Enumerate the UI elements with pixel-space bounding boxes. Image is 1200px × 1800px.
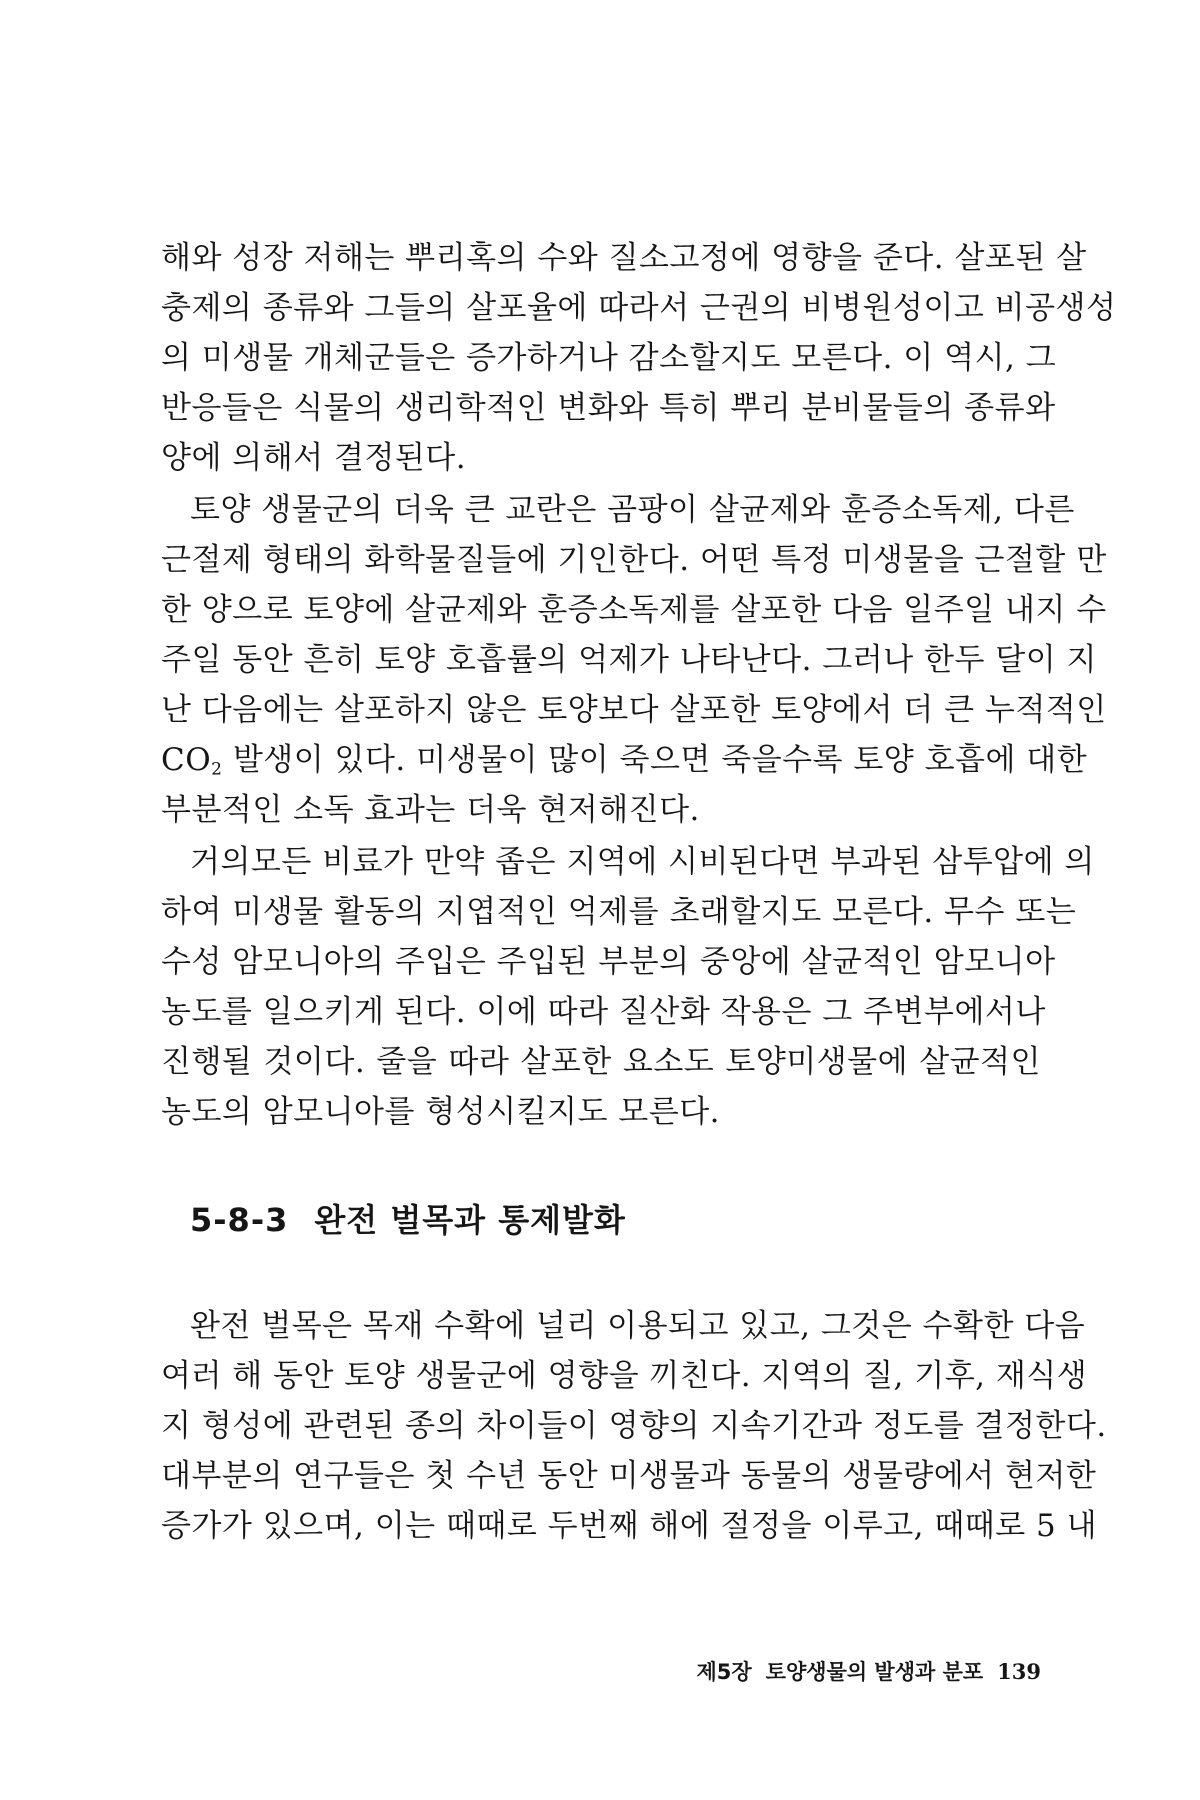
text-line: 토양 생물군의 더욱 큰 교란은 곰팡이 살균제와 훈증소독제, 다른 (190, 492, 1075, 528)
text-line: 거의모든 비료가 만약 좁은 지역에 시비된다면 부과된 삼투압에 의 (190, 844, 1095, 880)
text-line: 주일 동안 흔히 토양 호흡률의 억제가 나타난다. 그러나 한두 달이 지 (161, 642, 1097, 678)
text-line: 난 다음에는 살포하지 않은 토양보다 살포한 토양에서 더 큰 누적적인 (161, 692, 1107, 728)
text-line: 지 형성에 관련된 종의 차이들이 영향의 지속기간과 정도를 결정한다. (161, 1408, 1107, 1444)
text-line: 하여 미생물 활동의 지엽적인 억제를 초래할지도 모른다. 무수 또는 (161, 894, 1077, 930)
text-line: 충제의 종류와 그들의 살포율에 따라서 근권의 비병원성이고 비공생성 (161, 290, 1117, 326)
section-number: 5-8-3 (190, 1201, 289, 1239)
page-footer (600, 1657, 1041, 1687)
text-line: 양에 의해서 결정된다. (161, 440, 467, 476)
text-line: 증가가 있으며, 이는 때때로 두번째 해에 절정을 이루고, 때때로 5 내 (161, 1508, 1098, 1544)
text-line: 해와 성장 저해는 뿌리혹의 수와 질소고정에 영향을 준다. 살포된 살 (161, 240, 1087, 276)
page-number: 139 (997, 1659, 1041, 1684)
text-line-remainder: 발생이 있다. 미생물이 많이 죽으면 죽을수록 토양 호흡에 대한 (222, 742, 1088, 778)
text-line: 여러 해 동안 토양 생물군에 영향을 끼친다. 지역의 질, 기후, 재식생 (161, 1358, 1088, 1394)
text-line: 근절제 형태의 화학물질들에 기인한다. 어떤 특정 미생물을 근절할 만 (161, 542, 1107, 578)
text-line: 진행될 것이다. 줄을 따라 살포한 요소도 토양미생물에 살균적인 (161, 1044, 1041, 1080)
text-line: 농도를 일으키게 된다. 이에 따라 질산화 작용은 그 주변부에서나 (161, 994, 1046, 1030)
text-line-co2 (161, 740, 1088, 789)
text-line: 반응들은 식물의 생리학적인 변화와 특히 뿌리 분비물들의 종류와 (161, 390, 1056, 426)
text-line: 부분적인 소독 효과는 더욱 현저해진다. (161, 792, 700, 828)
co2-subscript: 2 (211, 759, 223, 780)
text-line: 수성 암모니아의 주입은 주입된 부분의 중앙에 살균적인 암모니아 (161, 944, 1056, 980)
text-line: 의 미생물 개체군들은 증가하거나 감소할지도 모른다. 이 역시, 그 (161, 340, 1057, 376)
text-line: 완전 벌목은 목재 수확에 널리 이용되고 있고, 그것은 수확한 다음 (190, 1308, 1086, 1344)
footer-chapter: 제5장 (696, 1660, 752, 1684)
text-line: 농도의 암모니아를 형성시킬지도 모른다. (161, 1094, 720, 1130)
footer-title: 토양생물의 발생과 분포 (765, 1660, 984, 1684)
text-line: 대부분의 연구들은 첫 수년 동안 미생물과 동물의 생물량에서 현저한 (161, 1458, 1097, 1494)
co2-text: CO (161, 742, 212, 778)
section-title: 완전 벌목과 통제발화 (314, 1201, 626, 1239)
section-heading (190, 1200, 626, 1240)
text-line: 한 양으로 토양에 살균제와 훈증소독제를 살포한 다음 일주일 내지 수 (161, 592, 1107, 628)
